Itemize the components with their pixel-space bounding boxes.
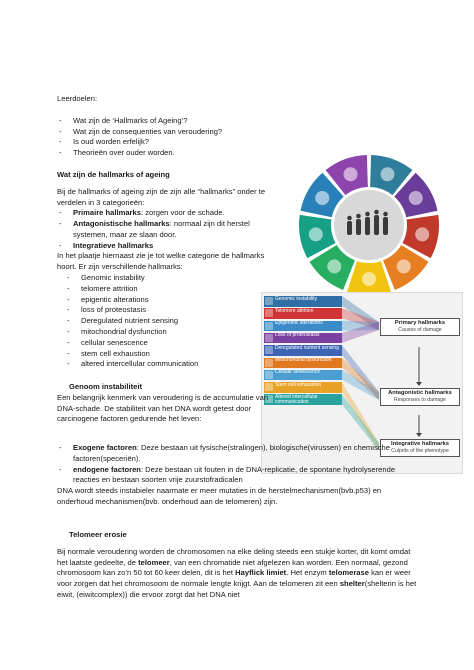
factor-name: Exogene factoren: [73, 443, 137, 452]
category-desc: : normaal zijn dit herstel systemen, maar ze slaan door.: [73, 219, 250, 239]
list-item: - cellular senescence: [65, 338, 285, 349]
factor-name: endogene factoren: [73, 464, 141, 474]
hallmark-list: [57, 273, 285, 370]
row-label: Cellular senescence: [275, 369, 321, 376]
row-label: Stem cell exhaustion: [275, 382, 322, 388]
section-title: Wat zijn de hallmarks of ageing: [57, 170, 170, 179]
section-title: Genoom instabiliteit: [69, 382, 142, 391]
category-name: Antagonistische hallmarks: [73, 219, 170, 229]
box-subtitle: Culprits of the phenotype: [391, 447, 449, 454]
hallmark-icon: [265, 359, 273, 367]
segment-icon: [344, 167, 358, 181]
text-run: . Het enzym: [286, 568, 329, 578]
box-subtitle: Causes of damage: [398, 326, 442, 333]
row-label: Altered intercellular communication: [275, 394, 318, 405]
list-item: - Theorieën over ouder worden.: [57, 148, 287, 159]
category-name: Integratieve hallmarks: [73, 240, 154, 250]
ageing-silhouette-head: [374, 210, 379, 215]
hallmark-icon: [265, 371, 273, 379]
ageing-silhouette-icon: [374, 215, 379, 235]
box-subtitle: Responses to damage: [394, 396, 446, 403]
list-item: - Is oud worden erfelijk?: [57, 137, 287, 148]
list-item: [57, 219, 285, 241]
list-item: - Wat zijn de consequenties van veroudering?: [57, 127, 287, 138]
arrow-head-icon: [416, 382, 422, 386]
text-run: (shelterin is het eiwit, (eiwitcomplex)) die ervoor zorgt dat het DNA niet: [57, 579, 417, 599]
segment-icon: [409, 191, 423, 205]
segment-icon: [397, 259, 411, 273]
diagram-row: [264, 308, 342, 319]
box-title: Antagonistic hallmarks: [388, 390, 452, 396]
row-label: Deregulated nutrient sensing: [275, 345, 339, 351]
box-title: Integrative hallmarks: [391, 441, 449, 447]
term: telomerase: [328, 568, 369, 578]
category-list: [57, 208, 285, 251]
factor-list: [57, 443, 417, 486]
genoom-factors: [57, 443, 417, 508]
genoom-paragraph: Een belangrijk kenmerk van veroudering is de accumulatie van DNA-schade. De stabiliteit van het DNA wordt getest door carcinogene factoren gedurende het leven:: [57, 392, 269, 424]
learning-goals: [57, 94, 287, 159]
list-item: [57, 208, 285, 219]
diagram-row: [264, 321, 342, 332]
list-item: - altered intercellular communication: [65, 359, 285, 370]
row-label: Telomere attrition: [275, 308, 314, 314]
telomeer-section: [57, 530, 417, 601]
list-item: [57, 241, 285, 252]
hallmark-icon: [265, 334, 273, 342]
list-item: - Deregulated nutrient sensing: [65, 316, 285, 327]
segment-icon: [309, 227, 323, 241]
section-title: Telomeer erosie: [69, 530, 127, 539]
category-name: Primaire hallmarks: [73, 208, 141, 218]
ageing-silhouette-icon: [347, 221, 352, 235]
ageing-silhouette-icon: [365, 217, 370, 235]
row-label: Genomic instability: [275, 296, 317, 302]
genoom-section: [57, 382, 287, 425]
hallmark-icon: [265, 346, 273, 354]
hallmarks-section: [57, 170, 285, 370]
list-item: [57, 443, 417, 465]
diagram-row: [264, 296, 342, 307]
text-run: Bij normale veroudering worden de chromosomen na elke deling steeds een stukje korter, dit komt omdat het laatste gedeelte, de: [57, 546, 411, 567]
list-item: - Genomic instability: [65, 273, 285, 284]
list-item: - mitochondrial dysfunction: [65, 327, 285, 338]
factor-desc: : Deze bestaan uit fouten in de DNA-replicatie, de spontane hydrolyserende reacties en bestaan soorten vrije zuurstofradicalen: [73, 464, 396, 485]
hallmarks-circle-figure: [285, 150, 453, 300]
primary-hallmarks-box: [380, 318, 460, 336]
row-label: Epigenetic alterations: [275, 320, 323, 327]
list-item: - loss of proteostasis: [65, 305, 285, 316]
diagram-row: [264, 333, 342, 344]
box-title: Primary hallmarks: [394, 320, 446, 326]
list-item: - telomere attrition: [65, 284, 285, 295]
picture-paragraph: In het plaatje hiernaast zie je tot welke categorie de hallmarks hoort. Er zijn verschillende hallmarks:: [57, 251, 265, 272]
learning-goals-heading: Leerdoelen:: [57, 94, 98, 103]
list-item: - Wat zijn de ‘Hallmarks of Ageing’?: [57, 116, 287, 127]
learning-goals-list: [57, 116, 287, 159]
ageing-silhouette-head: [365, 212, 370, 217]
factor-desc: : Deze bestaan uit fysische(stralingen), biologische(virussen) en chemische factoren(speceriën).: [73, 443, 390, 463]
term: shelter: [339, 579, 365, 589]
segment-icon: [327, 259, 341, 273]
segment-icon: [315, 191, 329, 205]
text-run: , van een chromatide niet afgelezen kan worden. Een normaal, gezond chromosoom kan zo’n 50 tot 60 keer delen, dit is het: [57, 557, 408, 578]
antagonistic-hallmarks-box: [380, 388, 460, 406]
ageing-silhouette-icon: [383, 217, 388, 235]
ageing-silhouette-head: [347, 216, 352, 221]
term: telomeer: [138, 557, 170, 567]
intro-paragraph: Bij de hallmarks of ageing zijn de zijn alle “hallmarks” onder te verdelen in 3 categorieën:: [57, 186, 266, 207]
ageing-silhouette-head: [356, 214, 361, 219]
diagram-row: [264, 370, 342, 381]
genoom-closing: DNA wordt steeds instabieler naarmate er meer mutaties in de herstelmechanismen(bvb.p53) en onderhoud mechanismen(bvb. onderhoud aan de telomeren) zijn.: [57, 486, 382, 506]
hallmark-icon: [265, 309, 273, 317]
diagram-row: [264, 345, 342, 356]
telomeer-paragraph: [57, 547, 417, 601]
list-item: - epigentic alterations: [65, 295, 285, 306]
diagram-row: [264, 358, 342, 369]
hallmark-icon: [265, 322, 273, 330]
arrow-head-icon: [416, 433, 422, 437]
row-label: Mitochondrial dysfunction: [275, 357, 332, 363]
list-item: [57, 465, 417, 487]
segment-icon: [362, 272, 376, 286]
ageing-silhouette-icon: [356, 219, 361, 235]
category-desc: : zorgen voor de schade.: [140, 208, 225, 218]
hallmark-icon: [265, 297, 273, 305]
term: Hayflick limiet: [235, 568, 287, 578]
segment-icon: [415, 227, 429, 241]
text-run: kan er weer voor zorgen dat het chromosoom de normale lengte krijgt. Aan de telomeren zit een: [57, 568, 411, 589]
list-item: - stem cell exhaustion: [65, 349, 285, 360]
segment-icon: [380, 167, 394, 181]
row-label: Loss of proteostasis: [275, 332, 320, 339]
ageing-silhouette-head: [383, 212, 388, 217]
hallmarks-circle-svg: [285, 150, 453, 300]
